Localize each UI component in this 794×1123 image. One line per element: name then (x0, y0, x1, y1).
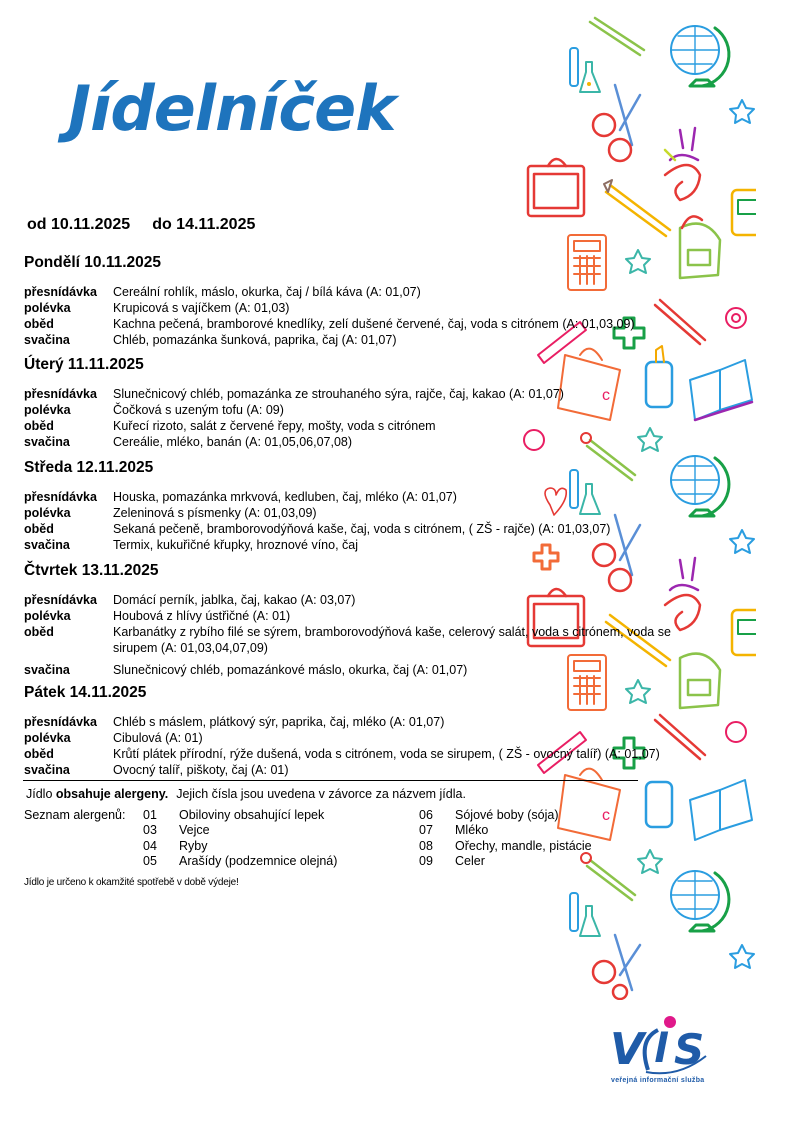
meal-label: oběd (24, 522, 54, 536)
meal-label: přesnídávka (24, 285, 97, 299)
meal-value: Krůtí plátek přírodní, rýže dušená, voda s citrónem, voda se sirupem, ( ZŠ - ovocný talíř) (A: 01,07) (113, 747, 660, 761)
test-tube-icon (570, 893, 578, 931)
meal-value: Ovocný talíř, piškoty, čaj (A: 01) (113, 763, 289, 777)
allergen-name: Arašídy (podzemnice olejná) (179, 853, 338, 868)
globe-icon (671, 26, 729, 86)
meal-row (24, 537, 744, 553)
divider (23, 780, 638, 781)
allergen-name: Sójové boby (sója) (455, 808, 559, 822)
globe-icon (671, 871, 729, 931)
day-title: Úterý 11.11.2025 (24, 356, 144, 373)
glue-icon (646, 782, 672, 827)
svg-text:c: c (602, 807, 610, 824)
meal-value: Krupicová s vajíčkem (A: 01,03) (113, 301, 290, 315)
meal-value: Domácí perník, jablka, čaj, kakao (A: 03,07) (113, 593, 356, 607)
allergen-code: 08 (419, 838, 433, 853)
svg-text:S: S (674, 1025, 705, 1074)
flask-icon (580, 906, 600, 936)
meal-value: Chléb s máslem, plátkový sýr, paprika, čaj, mléko (A: 01,07) (113, 715, 445, 729)
meal-label: přesnídávka (24, 490, 97, 504)
allergen-item (143, 839, 337, 854)
meal-row (24, 386, 744, 402)
meal-value: Čočková s uzeným tofu (A: 09) (113, 403, 284, 417)
allergen-name: Mléko (455, 823, 489, 838)
meal-label: polévka (24, 403, 71, 417)
allergen-item (419, 854, 592, 869)
meal-row (24, 662, 744, 678)
meal-row (24, 332, 744, 348)
meal-row (24, 434, 744, 450)
page-title: Jídelníček (68, 72, 396, 145)
book-icon (690, 780, 752, 840)
date-from: od 10.11.2025 (27, 216, 131, 233)
meal-row (24, 592, 744, 608)
meal-value: Houbová z hlívy ústřičné (A: 01) (113, 609, 291, 623)
scissors-icon (593, 935, 640, 999)
allergen-code: 09 (419, 853, 433, 868)
meal-value: Karbanátky z rybího filé se sýrem, bramborovodýňová kaše, celerový salát, voda s citrónem, voda se sirupem (A: 01,03,04,07,09) (113, 625, 671, 655)
meal-row (24, 402, 744, 418)
meal-value: Slunečnicový chléb, pomazánkové máslo, okurka, čaj (A: 01,07) (113, 663, 468, 677)
hand-icon (665, 128, 700, 200)
meal-row (24, 608, 744, 624)
day-section-wednesday (24, 459, 744, 553)
meal-label: přesnídávka (24, 593, 97, 607)
sign-icon (732, 190, 756, 235)
allergen-name: Ryby (179, 838, 208, 853)
allergen-list-label: Seznam alergenů: (24, 808, 126, 822)
star-icon (730, 945, 754, 968)
allergen-item (143, 854, 337, 869)
meal-value: Cereálie, mléko, banán (A: 01,05,06,07,08) (113, 435, 353, 449)
scissors-icon (593, 85, 640, 161)
meal-value: Sekaná pečeně, bramborovodýňová kaše, čaj, voda s citrónem, ( ZŠ - rajče) (A: 01,03,07) (113, 522, 611, 536)
allergen-item (419, 808, 592, 823)
meal-value: Cereální rohlík, máslo, okurka, čaj / bílá káva (A: 01,07) (113, 285, 421, 299)
meal-value: Houska, pomazánka mrkvová, kedluben, čaj, mléko (A: 01,07) (113, 490, 457, 504)
day-section-tuesday (24, 356, 744, 450)
meal-value: Kachna pečená, bramborové knedlíky, zelí dušené červené, čaj, voda s citrónem (A: 01,03,09) (113, 317, 635, 331)
day-title: Pondělí 10.11.2025 (24, 254, 162, 271)
meal-value: Termix, kukuřičné křupky, hroznové víno, čaj (113, 538, 359, 552)
allergen-note-rest: Jejich čísla jsou uvedena v závorce za názvem jídla. (176, 787, 466, 801)
date-range (27, 216, 255, 234)
meal-label: polévka (24, 301, 71, 315)
allergen-item (143, 823, 337, 838)
meal-label: svačina (24, 663, 70, 677)
allergen-note-bold: obsahuje alergeny. (55, 787, 169, 801)
meal-label: svačina (24, 435, 70, 449)
meal-row (24, 300, 744, 316)
meal-value: Cibulová (A: 01) (113, 731, 203, 745)
star-icon (730, 100, 754, 123)
allergen-name: Ořechy, mandle, pistácie (455, 838, 592, 853)
allergen-name: Vejce (179, 823, 210, 838)
allergen-item (419, 823, 592, 838)
footnote: Jídlo je určeno k okamžité spotřebě v době výdeje! (24, 877, 239, 888)
day-title: Středa 12.11.2025 (24, 459, 154, 476)
meal-row (24, 316, 744, 332)
allergen-list-column-1 (143, 808, 337, 869)
day-title: Čtvrtek 13.11.2025 (24, 562, 159, 579)
allergen-code: 06 (419, 808, 433, 822)
meal-label: polévka (24, 731, 71, 745)
meal-label: oběd (24, 317, 54, 331)
allergen-name: Obiloviny obsahující lepek (179, 808, 325, 822)
date-to: do 14.11.2025 (152, 216, 256, 233)
logo-subtitle: veřejná informační služba (611, 1077, 705, 1084)
meal-value: Zeleninová s písmenky (A: 01,03,09) (113, 506, 317, 520)
meal-label: polévka (24, 609, 71, 623)
day-section-thursday (24, 562, 744, 678)
meal-row (24, 746, 744, 762)
meal-label: polévka (24, 506, 71, 520)
allergen-code: 01 (143, 808, 157, 822)
meal-value: Chléb, pomazánka šunková, paprika, čaj (A: 01,07) (113, 333, 397, 347)
svg-text:c: c (602, 387, 610, 404)
meal-row (24, 730, 744, 746)
meal-label: oběd (24, 419, 54, 433)
svg-text:l: l (654, 1026, 668, 1072)
lunchbox-icon (528, 159, 584, 216)
paintbrush-icon (587, 860, 635, 900)
meal-row (24, 505, 744, 521)
allergen-code: 03 (143, 823, 157, 838)
paintbrush-icon (590, 18, 644, 55)
allergen-note (26, 787, 466, 801)
allergen-name: Celer (455, 853, 485, 868)
day-title: Pátek 14.11.2025 (24, 684, 147, 701)
meal-label: přesnídávka (24, 387, 97, 401)
flask-icon (580, 62, 600, 92)
meal-row (24, 418, 744, 434)
allergen-code: 07 (419, 823, 433, 838)
meal-label: oběd (24, 747, 54, 761)
meal-row (24, 714, 744, 730)
allergen-note-prefix: Jídlo (26, 787, 53, 801)
test-tube-icon (570, 48, 578, 86)
meal-row (24, 284, 744, 300)
meal-label: svačina (24, 538, 70, 552)
allergen-code: 04 (143, 838, 157, 853)
meal-value: Kuřecí rizoto, salát z červené řepy, mošty, voda s citrónem (113, 419, 436, 433)
allergen-code: 05 (143, 853, 157, 868)
meal-label: svačina (24, 333, 70, 347)
day-section-friday (24, 684, 744, 778)
meal-value: Slunečnicový chléb, pomazánka ze strouhaného sýra, rajče, čaj, kakao (A: 01,07) (113, 387, 564, 401)
meal-label: přesnídávka (24, 715, 97, 729)
meal-label: oběd (24, 625, 54, 639)
meal-row (24, 762, 744, 778)
allergen-item (419, 839, 592, 854)
meal-row (24, 489, 744, 505)
star-icon (638, 850, 662, 873)
logo-dot (664, 1016, 676, 1028)
svg-text:V: V (610, 1024, 643, 1075)
allergen-item (143, 808, 337, 823)
day-section-monday (24, 254, 744, 348)
meal-label: svačina (24, 763, 70, 777)
meal-row (24, 521, 744, 537)
meal-row (24, 624, 744, 656)
allergen-list-column-2 (419, 808, 592, 869)
pencil-icon (606, 185, 670, 236)
